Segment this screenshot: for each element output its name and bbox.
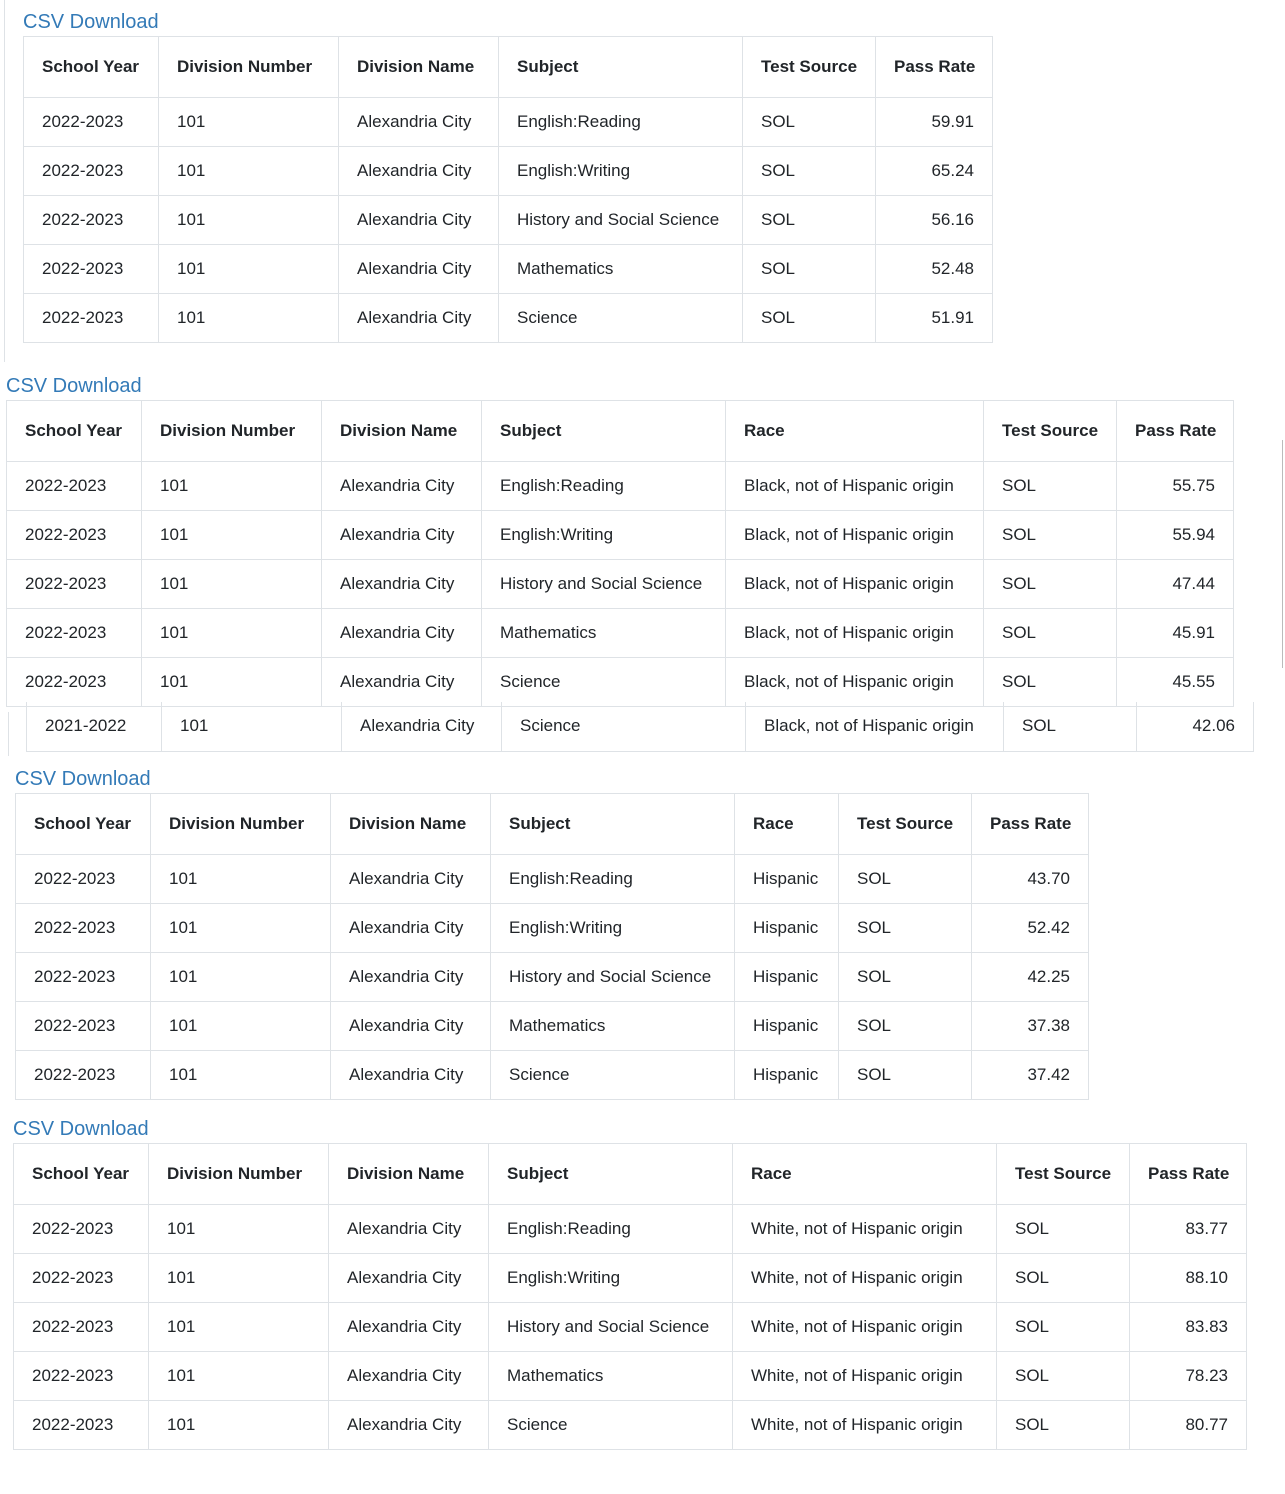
table-header-row — [16, 794, 1089, 855]
cell-division-number: 101 — [151, 1002, 331, 1051]
cell-division-name: Alexandria City — [331, 1002, 491, 1051]
cell-test-source: SOL — [997, 1205, 1130, 1254]
cell-race: Black, not of Hispanic origin — [746, 702, 1004, 751]
table-header-row — [14, 1144, 1247, 1205]
results-section-white — [13, 1117, 1247, 1450]
cell-test-source: SOL — [997, 1401, 1130, 1450]
cell-test-source: SOL — [984, 511, 1117, 560]
cell-pass-rate: 37.38 — [972, 1002, 1089, 1051]
cell-school-year: 2022-2023 — [16, 1002, 151, 1051]
cell-school-year: 2022-2023 — [7, 462, 142, 511]
cell-subject: English:Reading — [491, 855, 735, 904]
pass-rate-table — [15, 793, 1089, 1100]
header-subject[interactable]: Subject — [499, 37, 743, 98]
cell-division-name: Alexandria City — [339, 98, 499, 147]
cell-division-number: 101 — [149, 1254, 329, 1303]
cell-pass-rate: 88.10 — [1130, 1254, 1247, 1303]
cell-school-year: 2022-2023 — [24, 98, 159, 147]
cell-subject: History and Social Science — [491, 953, 735, 1002]
cell-test-source: SOL — [1004, 702, 1137, 751]
cell-school-year: 2022-2023 — [16, 953, 151, 1002]
header-race[interactable]: Race — [726, 401, 984, 462]
cell-school-year: 2022-2023 — [7, 511, 142, 560]
header-division-number[interactable]: Division Number — [159, 37, 339, 98]
cell-subject: English:Writing — [491, 904, 735, 953]
csv-download-link[interactable]: CSV Download — [23, 11, 159, 33]
cell-race: Black, not of Hispanic origin — [726, 511, 984, 560]
cell-test-source: SOL — [839, 1002, 972, 1051]
cell-test-source: SOL — [997, 1303, 1130, 1352]
table-row — [7, 560, 1234, 609]
cell-division-number: 101 — [149, 1352, 329, 1401]
cell-school-year: 2022-2023 — [24, 294, 159, 343]
cell-pass-rate: 80.77 — [1130, 1401, 1247, 1450]
cell-division-name: Alexandria City — [322, 560, 482, 609]
cell-school-year: 2022-2023 — [7, 658, 142, 707]
cell-test-source: SOL — [984, 658, 1117, 707]
cell-division-number: 101 — [162, 702, 342, 751]
header-test-source[interactable]: Test Source — [984, 401, 1117, 462]
cell-pass-rate: 42.25 — [972, 953, 1089, 1002]
cell-division-name: Alexandria City — [331, 1051, 491, 1100]
cell-school-year: 2022-2023 — [14, 1352, 149, 1401]
header-pass-rate[interactable]: Pass Rate — [972, 794, 1089, 855]
cell-subject: English:Reading — [489, 1205, 733, 1254]
cell-test-source: SOL — [984, 609, 1117, 658]
table-row — [16, 1051, 1089, 1100]
cell-race: White, not of Hispanic origin — [733, 1254, 997, 1303]
cell-division-name: Alexandria City — [339, 294, 499, 343]
cell-division-name: Alexandria City — [339, 196, 499, 245]
table-row — [16, 1002, 1089, 1051]
scroll-edge-mark — [1282, 440, 1283, 668]
cell-division-number: 101 — [149, 1205, 329, 1254]
cell-division-number: 101 — [159, 245, 339, 294]
cell-test-source: SOL — [997, 1352, 1130, 1401]
cell-school-year: 2022-2023 — [16, 904, 151, 953]
cell-division-name: Alexandria City — [322, 609, 482, 658]
table-header-row — [24, 37, 993, 98]
cell-division-number: 101 — [149, 1401, 329, 1450]
results-section-all — [23, 10, 993, 343]
cell-subject: Mathematics — [489, 1352, 733, 1401]
cell-subject: Mathematics — [499, 245, 743, 294]
cell-division-number: 101 — [159, 147, 339, 196]
table-row — [7, 462, 1234, 511]
cell-subject: Science — [491, 1051, 735, 1100]
cell-test-source: SOL — [839, 1051, 972, 1100]
cell-race: White, not of Hispanic origin — [733, 1401, 997, 1450]
header-subject[interactable]: Subject — [489, 1144, 733, 1205]
cell-school-year: 2022-2023 — [16, 1051, 151, 1100]
cell-subject: Science — [489, 1401, 733, 1450]
header-division-name[interactable]: Division Name — [322, 401, 482, 462]
table-row — [16, 855, 1089, 904]
cell-division-name: Alexandria City — [329, 1303, 489, 1352]
cell-pass-rate: 55.94 — [1117, 511, 1234, 560]
cell-division-name: Alexandria City — [322, 511, 482, 560]
table-row — [14, 1352, 1247, 1401]
cell-division-name: Alexandria City — [331, 953, 491, 1002]
table-row — [14, 1401, 1247, 1450]
header-division-number[interactable]: Division Number — [142, 401, 322, 462]
cell-subject: English:Writing — [489, 1254, 733, 1303]
cell-race: Black, not of Hispanic origin — [726, 609, 984, 658]
csv-download-link[interactable]: CSV Download — [15, 768, 151, 790]
pass-rate-table — [6, 400, 1234, 707]
cell-pass-rate: 45.55 — [1117, 658, 1234, 707]
table-row — [7, 658, 1234, 707]
cell-pass-rate: 59.91 — [876, 98, 993, 147]
table-row — [24, 245, 993, 294]
cell-division-name: Alexandria City — [329, 1254, 489, 1303]
cell-subject: History and Social Science — [489, 1303, 733, 1352]
cell-school-year: 2022-2023 — [16, 855, 151, 904]
table-row — [24, 196, 993, 245]
overflow-row-fragment — [26, 702, 1254, 752]
header-race[interactable]: Race — [733, 1144, 997, 1205]
cell-division-number: 101 — [149, 1303, 329, 1352]
cell-division-number: 101 — [159, 196, 339, 245]
cell-division-number: 101 — [142, 658, 322, 707]
cell-school-year: 2022-2023 — [14, 1205, 149, 1254]
table-row — [7, 511, 1234, 560]
cell-subject: English:Reading — [499, 98, 743, 147]
cell-test-source: SOL — [984, 560, 1117, 609]
cell-subject: Mathematics — [482, 609, 726, 658]
cell-test-source: SOL — [984, 462, 1117, 511]
cell-pass-rate: 78.23 — [1130, 1352, 1247, 1401]
cell-subject: Science — [502, 702, 746, 751]
cell-race: Hispanic — [735, 855, 839, 904]
table-header-row — [7, 401, 1234, 462]
cell-race: Hispanic — [735, 1002, 839, 1051]
header-division-name[interactable]: Division Name — [331, 794, 491, 855]
cell-test-source: SOL — [743, 147, 876, 196]
cell-race: Black, not of Hispanic origin — [726, 560, 984, 609]
cell-division-number: 101 — [151, 953, 331, 1002]
cell-division-name: Alexandria City — [329, 1205, 489, 1254]
cell-subject: History and Social Science — [499, 196, 743, 245]
cell-pass-rate: 52.42 — [972, 904, 1089, 953]
cell-division-number: 101 — [142, 462, 322, 511]
panel-left-border — [4, 0, 5, 362]
cell-pass-rate: 83.77 — [1130, 1205, 1247, 1254]
cell-test-source: SOL — [743, 294, 876, 343]
cell-division-number: 101 — [142, 511, 322, 560]
cell-school-year: 2022-2023 — [24, 147, 159, 196]
pass-rate-table — [13, 1143, 1247, 1450]
cell-race: White, not of Hispanic origin — [733, 1303, 997, 1352]
header-division-name[interactable]: Division Name — [339, 37, 499, 98]
cell-division-name: Alexandria City — [329, 1352, 489, 1401]
csv-download-link[interactable]: CSV Download — [13, 1118, 149, 1140]
header-division-number[interactable]: Division Number — [151, 794, 331, 855]
cell-school-year: 2022-2023 — [24, 196, 159, 245]
header-test-source[interactable]: Test Source — [839, 794, 972, 855]
cell-subject: Science — [499, 294, 743, 343]
cell-division-number: 101 — [151, 855, 331, 904]
header-subject[interactable]: Subject — [491, 794, 735, 855]
overflow-table — [26, 702, 1254, 752]
cell-pass-rate: 45.91 — [1117, 609, 1234, 658]
csv-download-link[interactable]: CSV Download — [6, 375, 142, 397]
table-row — [16, 953, 1089, 1002]
cell-division-number: 101 — [159, 98, 339, 147]
table-row — [24, 98, 993, 147]
header-test-source[interactable]: Test Source — [743, 37, 876, 98]
cell-school-year: 2022-2023 — [14, 1254, 149, 1303]
cell-test-source: SOL — [839, 904, 972, 953]
cell-pass-rate: 51.91 — [876, 294, 993, 343]
cell-division-number: 101 — [151, 904, 331, 953]
header-subject[interactable]: Subject — [482, 401, 726, 462]
cell-subject: English:Writing — [482, 511, 726, 560]
cell-subject: English:Reading — [482, 462, 726, 511]
cell-division-name: Alexandria City — [339, 147, 499, 196]
cell-test-source: SOL — [743, 245, 876, 294]
cell-race: Black, not of Hispanic origin — [726, 658, 984, 707]
cell-test-source: SOL — [997, 1254, 1130, 1303]
header-pass-rate[interactable]: Pass Rate — [1130, 1144, 1247, 1205]
cell-subject: Mathematics — [491, 1002, 735, 1051]
cell-race: Hispanic — [735, 1051, 839, 1100]
table-row — [14, 1303, 1247, 1352]
cell-division-name: Alexandria City — [342, 702, 502, 751]
cell-division-name: Alexandria City — [322, 462, 482, 511]
cell-pass-rate: 55.75 — [1117, 462, 1234, 511]
header-pass-rate[interactable]: Pass Rate — [876, 37, 993, 98]
cell-school-year: 2022-2023 — [24, 245, 159, 294]
cell-school-year: 2021-2022 — [27, 702, 162, 751]
cell-division-name: Alexandria City — [322, 658, 482, 707]
cell-division-number: 101 — [142, 609, 322, 658]
cell-test-source: SOL — [743, 98, 876, 147]
cell-race: White, not of Hispanic origin — [733, 1205, 997, 1254]
cell-division-number: 101 — [159, 294, 339, 343]
cell-race: White, not of Hispanic origin — [733, 1352, 997, 1401]
cell-division-name: Alexandria City — [331, 855, 491, 904]
cell-pass-rate: 83.83 — [1130, 1303, 1247, 1352]
cell-pass-rate: 43.70 — [972, 855, 1089, 904]
pass-rate-table — [23, 36, 993, 343]
cell-test-source: SOL — [839, 855, 972, 904]
cell-division-name: Alexandria City — [329, 1401, 489, 1450]
table-row — [16, 904, 1089, 953]
cell-school-year: 2022-2023 — [14, 1303, 149, 1352]
results-section-hispanic — [15, 767, 1089, 1100]
cell-subject: Science — [482, 658, 726, 707]
cell-pass-rate: 37.42 — [972, 1051, 1089, 1100]
cell-race: Black, not of Hispanic origin — [726, 462, 984, 511]
table-row — [27, 702, 1254, 751]
header-division-number[interactable]: Division Number — [149, 1144, 329, 1205]
cell-division-number: 101 — [142, 560, 322, 609]
header-test-source[interactable]: Test Source — [997, 1144, 1130, 1205]
table-row — [24, 294, 993, 343]
header-school-year[interactable]: School Year — [14, 1144, 149, 1205]
header-race[interactable]: Race — [735, 794, 839, 855]
cell-pass-rate: 65.24 — [876, 147, 993, 196]
cell-subject: History and Social Science — [482, 560, 726, 609]
results-section-black — [6, 374, 1234, 707]
cell-division-number: 101 — [151, 1051, 331, 1100]
header-division-name[interactable]: Division Name — [329, 1144, 489, 1205]
cell-subject: English:Writing — [499, 147, 743, 196]
cell-school-year: 2022-2023 — [7, 560, 142, 609]
header-school-year[interactable]: School Year — [7, 401, 142, 462]
header-school-year[interactable]: School Year — [24, 37, 159, 98]
header-school-year[interactable]: School Year — [16, 794, 151, 855]
cell-test-source: SOL — [839, 953, 972, 1002]
table-row — [14, 1205, 1247, 1254]
table-row — [14, 1254, 1247, 1303]
table-row — [24, 147, 993, 196]
cell-division-name: Alexandria City — [331, 904, 491, 953]
cell-school-year: 2022-2023 — [7, 609, 142, 658]
cell-school-year: 2022-2023 — [14, 1401, 149, 1450]
cell-test-source: SOL — [743, 196, 876, 245]
cell-pass-rate: 52.48 — [876, 245, 993, 294]
panel-left-border-2 — [8, 712, 9, 756]
cell-pass-rate: 56.16 — [876, 196, 993, 245]
header-pass-rate[interactable]: Pass Rate — [1117, 401, 1234, 462]
cell-division-name: Alexandria City — [339, 245, 499, 294]
cell-race: Hispanic — [735, 953, 839, 1002]
cell-pass-rate: 42.06 — [1137, 702, 1254, 751]
cell-race: Hispanic — [735, 904, 839, 953]
cell-pass-rate: 47.44 — [1117, 560, 1234, 609]
table-row — [7, 609, 1234, 658]
